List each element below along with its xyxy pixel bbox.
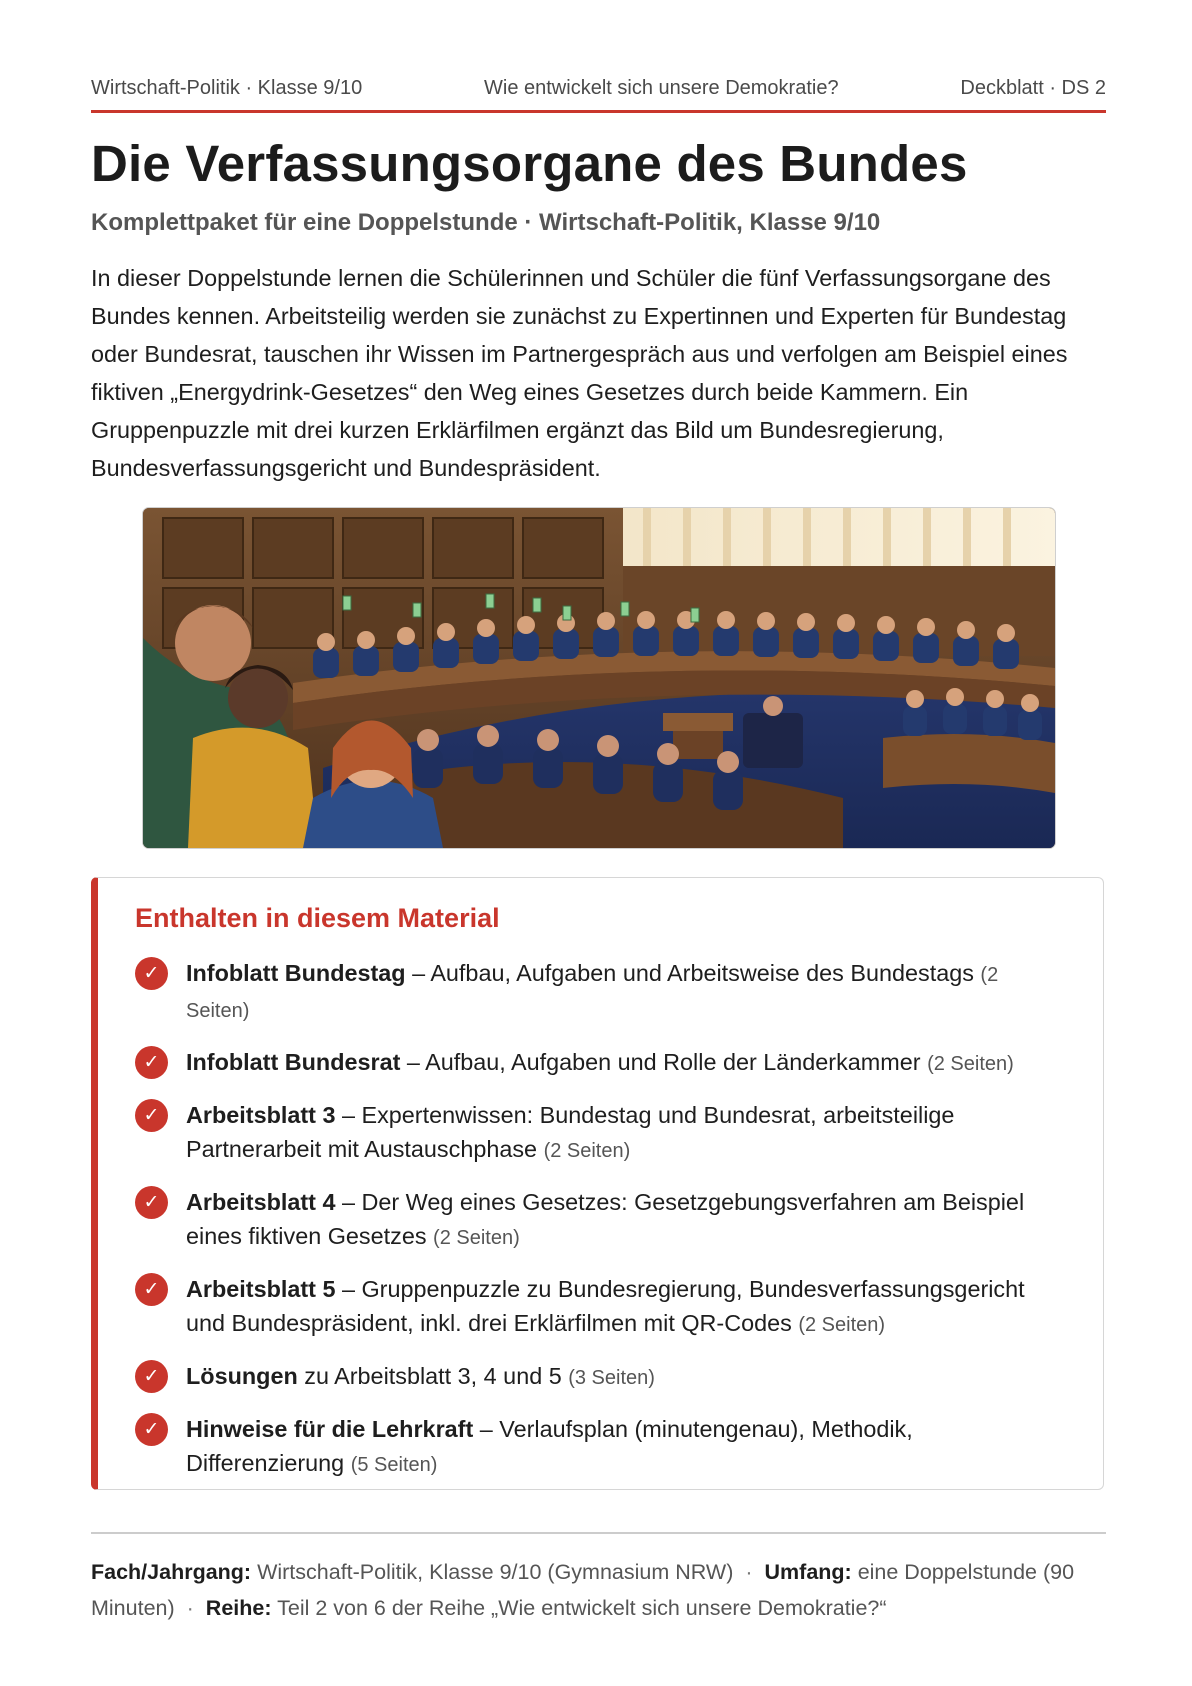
subject-value: Wirtschaft-Politik, Klasse 9/10 (Gymnasium NRW) <box>257 1560 734 1584</box>
item-title: Hinweise für die Lehrkraft <box>186 1416 474 1442</box>
list-item <box>135 1272 1065 1342</box>
item-pages: (2 Seiten) <box>543 1140 631 1162</box>
scope-label: Umfang: <box>764 1560 852 1584</box>
item-title: Arbeitsblatt 4 <box>186 1189 336 1215</box>
intro-paragraph: In dieser Doppelstunde lernen die Schülerinnen und Schüler die fünf Verfassungsorgane des Bundes kennen. Arbeitsteilig werden sie zunächst zu Expertinnen und Experten für Bundestag oder Bundesrat, tauschen ihr Wissen im Partnergespräch aus und verfolgen am Beispiel eines fiktiven „Energydrink-Gesetzes“ den Weg eines Gesetzes durch beide Kammern. Ein Gruppenpuzzle mit drei kurzen Erklärfilmen ergänzt das Bild um Bundesregierung, Bundesverfassungsgericht und Bundespräsident. <box>91 265 1068 481</box>
item-title: Infoblatt Bundestag <box>186 960 406 986</box>
item-description: – Gruppenpuzzle zu Bundesregierung, Bundesverfassungsgericht und Bundespräsident, inkl. drei Erklärfilmen mit QR-Codes <box>186 1276 1025 1336</box>
item-pages: (2 Seiten) <box>433 1227 520 1249</box>
list-item <box>135 1359 1065 1395</box>
page-title: Die Verfassungsorgane des Bundes <box>91 135 968 192</box>
separator: · <box>186 1596 194 1620</box>
header-page-label: Deckblatt · DS 2 <box>960 77 1106 99</box>
item-description: – Der Weg eines Gesetzes: Gesetzgebungsverfahren am Beispiel eines fiktiven Gesetzes <box>186 1189 1025 1249</box>
checkmark-icon: ✓ <box>135 1046 168 1079</box>
checkmark-icon: ✓ <box>135 1360 168 1393</box>
subject-label: Fach/Jahrgang: <box>91 1560 252 1584</box>
contents-box <box>91 877 1104 1490</box>
checkmark-icon: ✓ <box>135 1413 168 1446</box>
list-item <box>135 1185 1065 1255</box>
item-pages: (5 Seiten) <box>350 1454 438 1476</box>
item-pages: (2 Seiten) <box>186 964 999 1022</box>
hero-illustration-plenary-hall <box>142 507 1056 849</box>
contents-list <box>135 956 1065 1499</box>
item-description: – Expertenwissen: Bundestag und Bundesrat, arbeitsteilige Partnerarbeit mit Austauschphase <box>186 1102 955 1162</box>
header-subject: Wirtschaft-Politik · Klasse 9/10 <box>91 77 363 99</box>
list-item <box>135 1045 1065 1081</box>
item-description: zu Arbeitsblatt 3, 4 und 5 <box>297 1363 569 1389</box>
plenary-hall-illustration <box>143 508 1055 848</box>
list-item <box>135 1412 1065 1482</box>
item-pages: (2 Seiten) <box>798 1314 886 1336</box>
footer-meta <box>91 1532 1106 1626</box>
checkmark-icon: ✓ <box>135 1186 168 1219</box>
item-title: Arbeitsblatt 5 <box>186 1276 336 1302</box>
item-description: – Verlaufsplan (minutengenau), Methodik, Differenzierung <box>186 1416 913 1476</box>
item-title: Infoblatt Bundesrat <box>186 1049 401 1075</box>
item-pages: (3 Seiten) <box>568 1367 655 1389</box>
item-description: – Aufbau, Aufgaben und Arbeitsweise des Bundestags <box>405 960 981 986</box>
checkmark-icon: ✓ <box>135 1099 168 1132</box>
header-series: Wie entwickelt sich unsere Demokratie? <box>484 77 839 99</box>
item-pages: (2 Seiten) <box>927 1053 1014 1075</box>
separator: · <box>745 1560 753 1584</box>
list-item <box>135 956 1065 1028</box>
item-description: – Aufbau, Aufgaben und Rolle der Länderkammer <box>400 1049 928 1075</box>
contents-heading: Enthalten in diesem Material <box>135 903 500 933</box>
list-item <box>135 1098 1065 1168</box>
checkmark-icon: ✓ <box>135 1273 168 1306</box>
checkmark-icon: ✓ <box>135 957 168 990</box>
series-label: Reihe: <box>205 1596 272 1620</box>
item-title: Arbeitsblatt 3 <box>186 1102 336 1128</box>
page-subtitle: Komplettpaket für eine Doppelstunde · Wirtschaft-Politik, Klasse 9/10 <box>91 209 881 236</box>
series-value: Teil 2 von 6 der Reihe „Wie entwickelt sich unsere Demokratie?“ <box>277 1596 887 1620</box>
scope-value: eine Doppelstunde (90 Minuten) <box>91 1560 1075 1620</box>
item-title: Lösungen <box>186 1363 298 1389</box>
running-header <box>91 74 1106 113</box>
